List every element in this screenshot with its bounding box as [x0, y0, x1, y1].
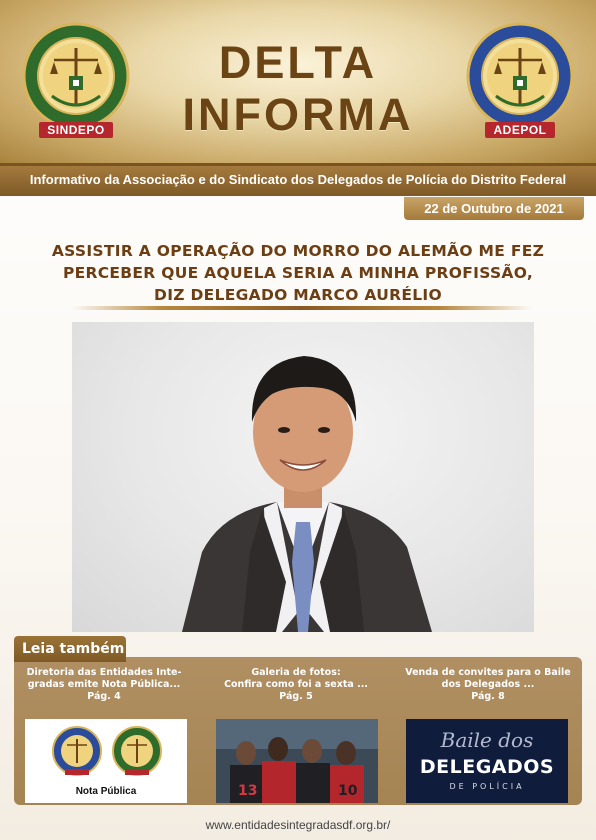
issue-date: 22 de Outubro de 2021 [404, 197, 584, 220]
see-also-item-page: Pág. 8 [471, 691, 505, 702]
portrait-photo [72, 322, 534, 632]
photo-gallery-thumbnail[interactable] [216, 719, 378, 803]
headline-line3: DIZ DELEGADO MARCO AURÉLIO [154, 286, 442, 304]
adepol-logo-caption: ADEPOL [466, 123, 574, 137]
headline-line2: PERCEBER QUE AQUELA SERIA A MINHA PROFISSÃO, [62, 264, 534, 282]
subtitle-text: Informativo da Associação e do Sindicato dos Delegados de Polícia do Distrito Federal [29, 172, 567, 187]
portrait-illustration [72, 322, 534, 632]
masthead-title-line2: INFORMA [182, 89, 414, 140]
see-also-item-page: Pág. 4 [87, 691, 121, 702]
scales-of-justice-emblem-icon [22, 22, 130, 130]
see-also-label: Leia também [14, 636, 126, 662]
see-also-item-line1: Venda de convites para o Baile [405, 667, 571, 678]
headline [40, 240, 556, 306]
see-also-item-nota-publica[interactable] [16, 667, 192, 703]
see-also-item-baile[interactable] [400, 667, 576, 703]
baile-subtitle: DE POLÍCIA [449, 782, 525, 791]
sindepo-logo-caption: SINDEPO [22, 123, 130, 137]
masthead-title-line1: DELTA [218, 37, 378, 88]
see-also-item-line2: Confira como foi a sexta ... [224, 679, 368, 690]
headline-line1: ASSISTIR A OPERAÇÃO DO MORRO DO ALEMÃO ME FEZ [51, 242, 545, 260]
team-huddle-image [216, 719, 378, 803]
svg-text:13: 13 [238, 783, 258, 799]
scales-of-justice-emblem-icon [466, 22, 574, 130]
baile-title: DELEGADOS [419, 756, 555, 778]
nota-publica-caption: Nota Pública [75, 786, 137, 797]
see-also-item-line2: gradas emite Nota Pública... [27, 679, 181, 690]
see-also-item-galeria[interactable] [208, 667, 384, 703]
headline-divider [72, 306, 532, 310]
baile-script-text: Baile dos [440, 728, 534, 752]
adepol-logo [466, 22, 574, 130]
svg-text:10: 10 [338, 783, 358, 799]
footer-website-link[interactable]: www.entidadesintegradasdf.org.br/ [205, 818, 391, 832]
see-also-item-line2: dos Delegados ... [441, 679, 535, 690]
see-also-item-page: Pág. 5 [279, 691, 313, 702]
see-also-item-line1: Diretoria das Entidades Inte- [26, 667, 182, 678]
sindepo-logo [22, 22, 130, 130]
see-also-item-line1: Galeria de fotos: [251, 667, 341, 678]
